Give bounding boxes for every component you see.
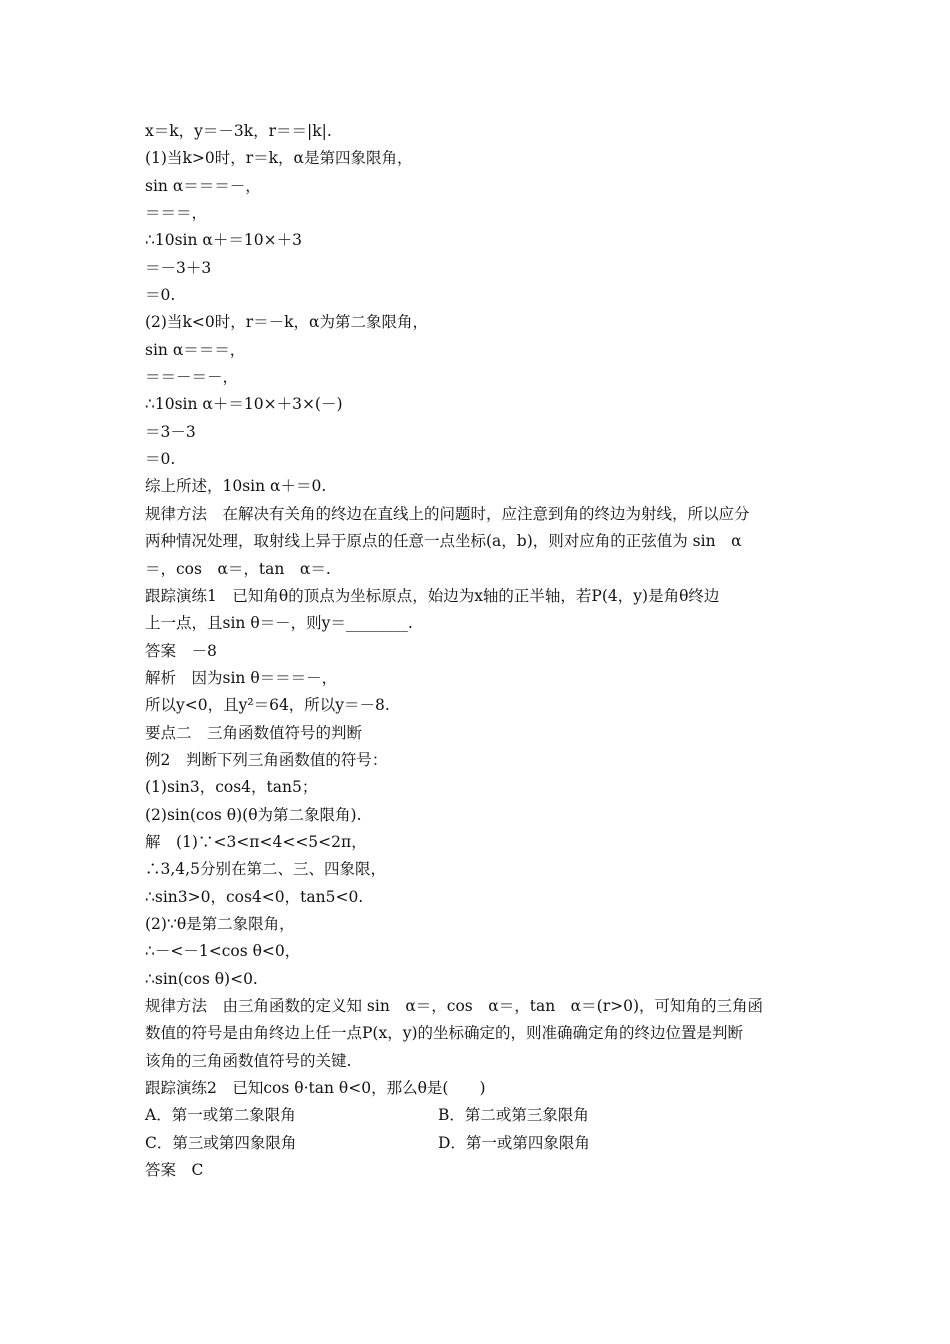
text-line: ＝＝－＝－，: [145, 368, 239, 387]
text-line: 规律方法 由三角函数的定义知 sin α＝，cos α＝，tan α＝(r>0)，可知角的三角函: [145, 997, 763, 1015]
option-a: A．第一或第二象限角: [145, 1106, 296, 1125]
text-line: sin α＝＝＝－，: [145, 176, 261, 195]
text-line: (2)∵θ是第二象限角，: [145, 914, 295, 933]
options-row: [145, 1102, 810, 1129]
text-line: 该角的三角函数值符号的关键.: [145, 1051, 352, 1070]
document-page: [145, 118, 810, 1184]
text-line: ＝0.: [145, 450, 176, 469]
text-line: x＝k，y＝－3k，r＝＝|k|.: [145, 122, 332, 140]
text-line: 上一点，且sin θ＝－，则y＝________.: [145, 614, 413, 633]
text-line: ∴sin3>0，cos4<0，tan5<0.: [145, 887, 364, 906]
text-line: 跟踪演练1 已知角θ的顶点为坐标原点，始边为x轴的正半轴，若P(4，y)是角θ终边: [145, 586, 720, 605]
option-c: C．第三或第四象限角: [145, 1133, 297, 1152]
text-line: (1)当k>0时，r＝k，α是第四象限角，: [145, 149, 413, 168]
text-line: ∴sin(cos θ)<0.: [145, 969, 258, 988]
text-line: ∴－<－1<cos θ<0，: [145, 942, 301, 961]
text-line: 数值的符号是由角终边上任一点P(x，y)的坐标确定的，则准确确定角的终边位置是判断: [145, 1024, 744, 1043]
text-line: 规律方法 在解决有关角的终边在直线上的问题时，应注意到角的终边为射线，所以应分: [145, 504, 750, 523]
text-line: 跟踪演练2 已知cos θ·tan θ<0，那么θ是( ): [145, 1079, 486, 1098]
text-line: 要点二 三角函数值符号的判断: [145, 723, 363, 742]
options-row: [145, 1130, 810, 1157]
text-line: ＝＝＝，: [145, 204, 208, 223]
text-line: (1)sin3，cos4，tan5；: [145, 778, 318, 797]
text-line: ∴10sin α＋＝10×＋3×(－): [145, 395, 343, 414]
text-line: 两种情况处理，取射线上异于原点的任意一点坐标(a，b)，则对应角的正弦值为 sin α: [145, 532, 742, 551]
text-line: ∴10sin α＋＝10×＋3: [145, 231, 302, 250]
text-line: ＝，cos α＝，tan α＝.: [145, 559, 331, 578]
text-line: 所以y<0，且y²＝64，所以y＝－8.: [145, 696, 390, 715]
text-line: 解 (1)∵<3<π<4<<5<2π，: [145, 832, 367, 851]
text-line: ＝0.: [145, 286, 176, 305]
text-line: ＝3－3: [145, 422, 196, 441]
text-line: 答案 －8: [145, 641, 217, 660]
text-line: 综上所述，10sin α＋＝0.: [145, 477, 327, 496]
answer-line: 答案 C: [145, 1161, 204, 1180]
text-line: ＝－3＋3: [145, 258, 212, 277]
text-line: 解析 因为sin θ＝＝＝－，: [145, 668, 338, 687]
text-line: sin α＝＝＝，: [145, 340, 246, 359]
text-line: ∴3,4,5分别在第二、三、四象限，: [145, 860, 386, 879]
option-b: B．第二或第三象限角: [438, 1106, 589, 1125]
text-line: (2)当k<0时，r＝－k，α为第二象限角，: [145, 313, 428, 332]
option-d: D．第一或第四象限角: [438, 1133, 590, 1152]
text-line: (2)sin(cos θ)(θ为第二象限角).: [145, 805, 362, 824]
text-line: 例2 判断下列三角函数值的符号：: [145, 750, 388, 769]
